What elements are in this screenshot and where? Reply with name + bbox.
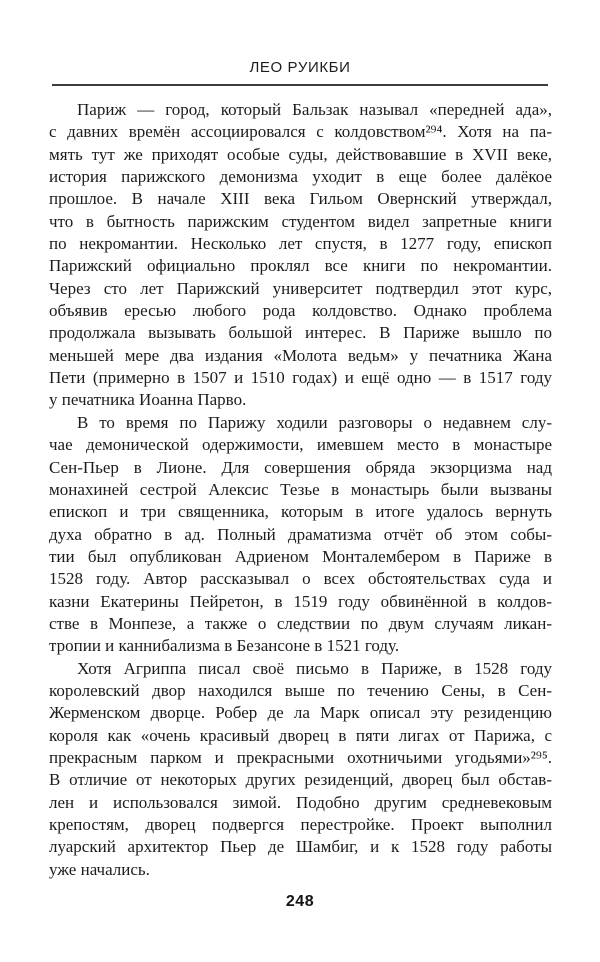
text-line: В то время по Парижу ходили разговоры о недавнем слу- xyxy=(77,412,552,432)
text-line: чае демонической одержимости, имевшем место в монастыре xyxy=(49,435,552,455)
text-line: лен и использовался зимой. Подобно другим средневековым xyxy=(49,792,552,812)
text-line: объявив ересью любого рода колдовство. Однако проблема xyxy=(49,301,552,321)
header-rule xyxy=(52,84,548,86)
text-line: тии был опубликован Адриеном Монталембером в Париже в xyxy=(49,546,552,566)
text-line: Парижский официально проклял все книги по некромантии. xyxy=(49,256,552,276)
text-line: прекрасным парком и прекрасными охотничьими угодьями»²⁹⁵. xyxy=(49,747,552,767)
text-line: стве в Монпезе, а также о следствии по двум случаям ликан- xyxy=(49,613,552,633)
text-line: епископ и три священника, которым в итоге удалось вернуть xyxy=(49,502,552,522)
text-line: с давних времён ассоциировался с колдовством²⁹⁴. Хотя на па- xyxy=(49,122,552,142)
text-line: Через сто лет Парижский университет подтвердил этот курс, xyxy=(49,278,552,298)
text-line: прошлое. В начале XIII века Гильом Овернский утверждал, xyxy=(49,189,552,209)
text-line: меньшей мере два издания «Молота ведьм» у печатника Жана xyxy=(49,345,552,365)
text-line: мять тут же приходят особые суды, действовавшие в XVII веке, xyxy=(49,144,552,164)
text-line: 1528 году. Автор рассказывал о всех обстоятельствах суда и xyxy=(49,569,552,589)
paragraph xyxy=(49,412,552,658)
text-line: духа обратно в ад. Полный драматизма отчёт об этом собы- xyxy=(49,524,552,544)
text-line: тропии и каннибализма в Безансоне в 1521 году. xyxy=(49,636,400,656)
body-text xyxy=(49,99,552,881)
text-line: монахиней сестрой Алексис Тезье в монастырь были вызваны xyxy=(49,479,552,499)
text-line: казни Екатерины Пейретон, в 1519 году обвинённой в колдов- xyxy=(49,591,552,611)
text-line: по некромантии. Несколько лет спустя, в 1277 году, епископ xyxy=(49,234,552,254)
paragraph xyxy=(49,658,552,881)
text-line: В отличие от некоторых других резиденций, дворец был обстав- xyxy=(49,770,552,790)
running-header-author: ЛЕО РУИКБИ xyxy=(249,59,351,76)
text-line: продолжала вызывать большой интерес. В Париже вышло по xyxy=(49,323,552,343)
text-line: что в бытность парижским студентом видел запретные книги xyxy=(49,211,552,231)
text-line: уже начались. xyxy=(49,859,150,879)
text-line: Пети (примерно в 1507 и 1510 годах) и ещё одно — в 1517 году xyxy=(49,368,552,388)
text-line: луарский архитектор Пьер де Шамбиг, и к 1528 году работы xyxy=(49,837,552,857)
text-line: Жерменском дворце. Робер де ла Марк описал эту резиденцию xyxy=(49,703,552,723)
text-line: Хотя Агриппа писал своё письмо в Париже, в 1528 году xyxy=(77,658,552,678)
text-line: королевский двор находился выше по течению Сены, в Сен- xyxy=(49,680,552,700)
page-number: 248 xyxy=(285,893,315,910)
text-line: история парижского демонизма уходит в еще более далёкое xyxy=(49,167,552,187)
text-line: у печатника Иоанна Парво. xyxy=(49,390,247,410)
text-line: короля как «очень красивый дворец в пяти лигах от Парижа, с xyxy=(49,725,552,745)
text-line: Сен-Пьер в Лионе. Для совершения обряда экзорцизма над xyxy=(49,457,552,477)
text-line: Париж — город, который Бальзак называл «передней ада», xyxy=(77,100,552,119)
paragraph xyxy=(49,99,552,412)
text-line: крепостям, дворец подвергся перестройке. Проект выполнил xyxy=(49,815,552,834)
